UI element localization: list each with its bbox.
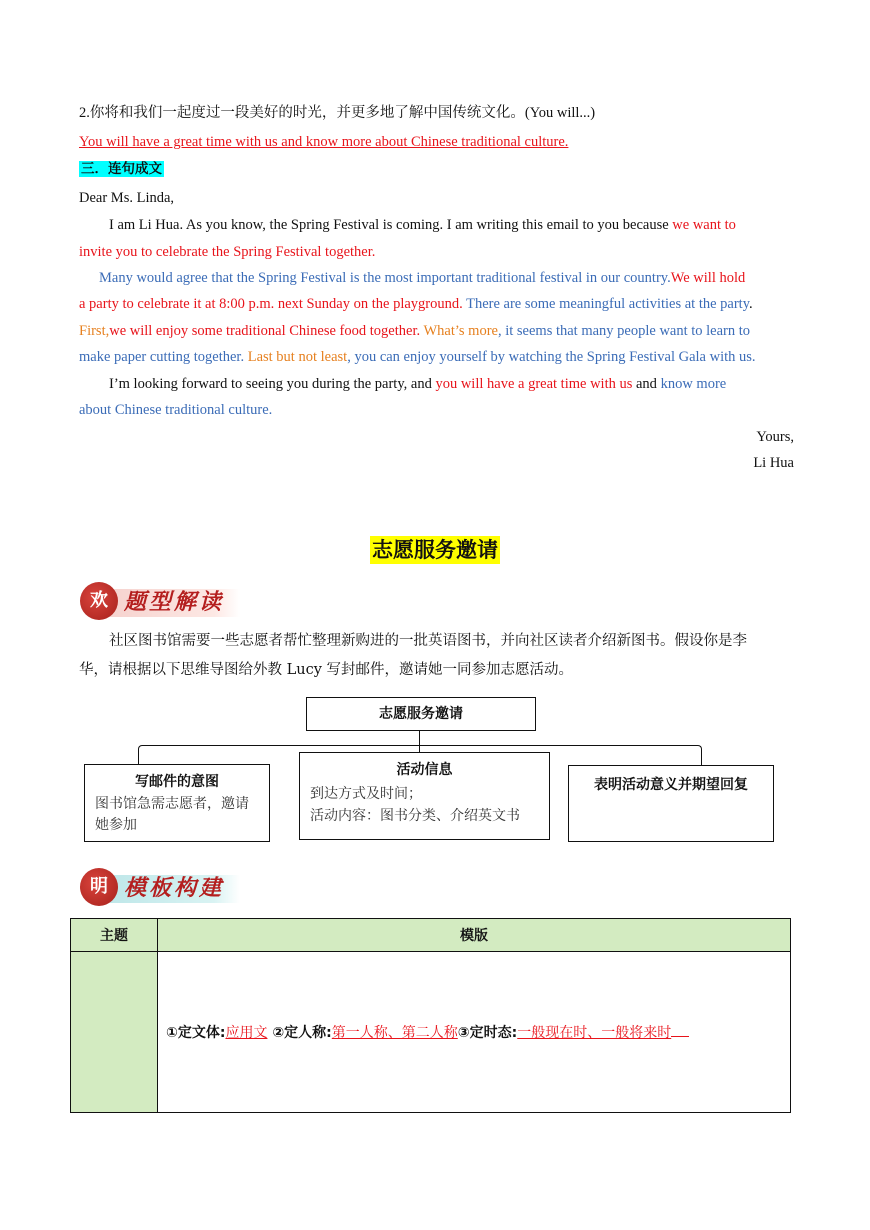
p2-text-k: Last but not least — [244, 349, 348, 365]
header-topic: 主题 — [71, 919, 158, 952]
p3-text-d: know more — [660, 376, 727, 392]
mindmap-left-body-2: 她参加 — [95, 817, 137, 833]
table-header-row — [71, 919, 791, 952]
p2-text-l: , you can enjoy yourself by watching the Spring Festival Gala with us. — [347, 349, 756, 365]
template-cell — [158, 952, 791, 1113]
seal-icon: 明 — [80, 868, 118, 906]
p2-text-e: . — [749, 296, 753, 312]
section-title-text: 志愿服务邀请 — [372, 538, 498, 562]
mindmap-left-body-1: 图书馆急需志愿者，邀请 — [95, 796, 249, 812]
signature-text: Li Hua — [753, 455, 794, 471]
letter-p2-line3 — [79, 318, 794, 344]
letter-p3-line2 — [79, 397, 794, 423]
tense-label: ③定时态: — [457, 1025, 518, 1041]
p1-text-a: I am Li Hua. As you know, the Spring Festival is coming. I am writing this email to you because — [109, 217, 673, 233]
genre-value: 应用文 — [225, 1025, 268, 1041]
item2-english — [79, 129, 794, 155]
p2-text-c: a party to celebrate it at 8:00 p.m. next Sunday on the playground. — [79, 296, 463, 312]
header-template: 模版 — [158, 919, 791, 952]
mindmap-left-box — [84, 764, 270, 842]
banner-question-analysis-label: 题型解读 — [110, 589, 240, 617]
item2-cn-text: 2.你将和我们一起度过一段美好的时光，并更多地了解中国传统文化。(You will...) — [79, 105, 596, 121]
p2-text-b: We will hold — [670, 270, 746, 286]
item2-en-text: You will have a great time with us and know more about Chinese traditional culture. — [79, 134, 569, 150]
tense-value: 一般现在时、一般将来时 — [517, 1025, 672, 1041]
section-title — [0, 534, 870, 564]
signature — [79, 450, 794, 476]
p2-text-i: , it seems that many people want to learn to — [497, 323, 751, 339]
seal-icon: 欢 — [80, 582, 118, 620]
mindmap-middle-body-1: 到达方式及时间； — [310, 786, 422, 802]
mindmap-middle-box — [299, 752, 550, 840]
p3-text-b: you will have a great time with us — [435, 376, 633, 392]
letter-p2-line4 — [79, 344, 794, 370]
mindmap-root — [306, 697, 536, 731]
mindmap-middle-body-2: 活动内容：图书分类、介绍英文书 — [310, 808, 520, 824]
task-line-2 — [79, 656, 794, 684]
letter-p3-line1 — [79, 371, 794, 397]
heading-3 — [79, 156, 794, 182]
p3-text-e: about Chinese traditional culture. — [79, 402, 273, 418]
table-row — [71, 952, 791, 1113]
salutation-text: Dear Ms. Linda, — [79, 190, 175, 206]
letter-p1-line2 — [79, 239, 794, 265]
template-table — [70, 918, 791, 1113]
mindmap-right-box — [568, 765, 774, 842]
task-line-1 — [79, 627, 794, 655]
mindmap-root-label: 志愿服务邀请 — [379, 706, 463, 722]
letter-p1-line1 — [79, 212, 794, 238]
p2-text-f: First, — [79, 323, 110, 339]
letter-p2-line1 — [79, 265, 794, 291]
heading-3-text: 三．连句成文 — [81, 161, 162, 177]
mindmap-right-title: 表明活动意义并期望回复 — [594, 777, 748, 793]
mindmap-middle-title: 活动信息 — [396, 762, 453, 778]
p2-text-j: make paper cutting together. — [79, 349, 245, 365]
banner-template-building — [80, 868, 250, 908]
task-line-2-text: 华，请根据以下思维导图给外教 Lucy 写封邮件，邀请她一同参加志愿活动。 — [79, 662, 573, 678]
closing — [79, 424, 794, 450]
letter-p2-line2 — [79, 291, 794, 317]
p2-text-h: What’s more — [420, 323, 498, 339]
closing-text: Yours, — [756, 429, 794, 445]
answer-blank — [671, 1036, 689, 1037]
p1-text-b: we want to — [672, 217, 736, 233]
banner-question-analysis — [80, 582, 250, 622]
p2-text-a: Many would agree that the Spring Festival is the most important traditional festival in our country. — [99, 270, 671, 286]
mindmap-left-title: 写邮件的意图 — [135, 774, 219, 790]
topic-cell — [71, 952, 158, 1113]
p2-text-d: There are some meaningful activities at the party — [462, 296, 750, 312]
banner-template-building-label: 模板构建 — [110, 875, 240, 903]
person-label: ②定人称: — [267, 1025, 332, 1041]
genre-label: ①定文体: — [166, 1025, 226, 1041]
person-value: 第一人称、第二人称 — [331, 1025, 458, 1041]
p3-text-c: and — [632, 376, 661, 392]
item2-chinese — [79, 100, 794, 126]
p1-text-c: invite you to celebrate the Spring Festival together. — [79, 244, 376, 260]
salutation — [79, 185, 794, 211]
connector-root-stem — [419, 730, 420, 745]
p3-text-a: I’m looking forward to seeing you during the party, and — [109, 376, 436, 392]
p2-text-g: we will enjoy some traditional Chinese food together. — [109, 323, 421, 339]
task-line-1-text: 社区图书馆需要一些志愿者帮忙整理新购进的一批英语图书，并向社区读者介绍新图书。假设你是李 — [109, 633, 747, 649]
